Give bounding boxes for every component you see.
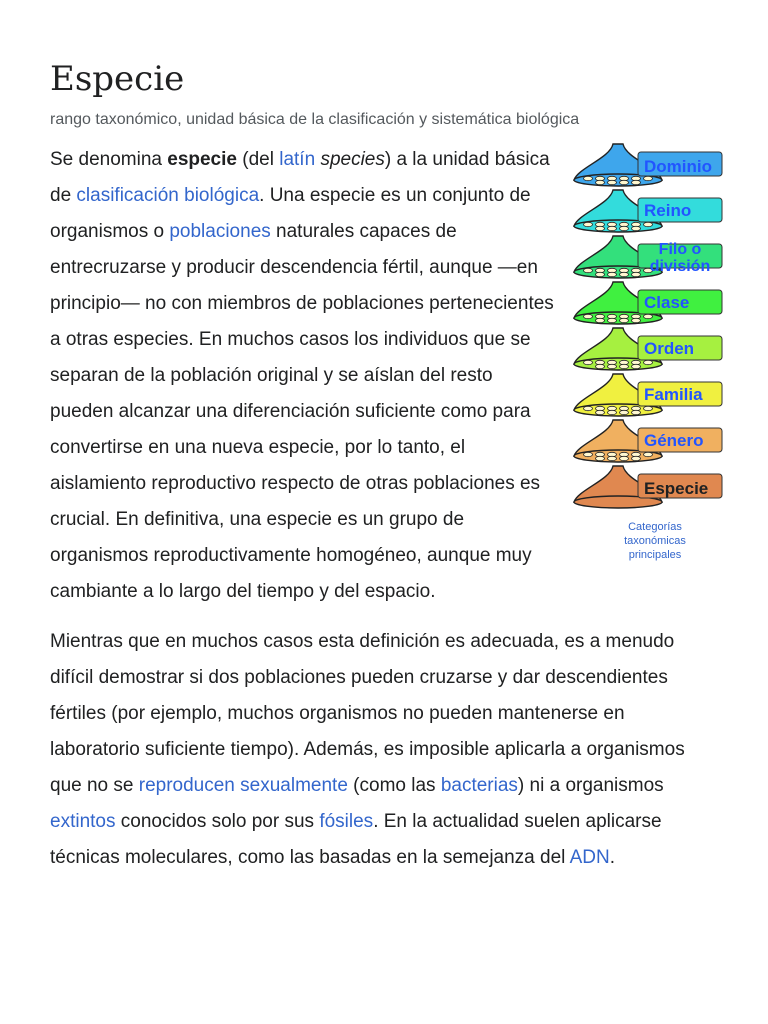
link-reproducen-sexualmente[interactable]: reproducen sexualmente (138, 775, 348, 796)
cell-dot (608, 226, 617, 230)
cell-dot (632, 318, 641, 322)
link-bacterias[interactable]: bacterias (440, 775, 518, 796)
cell-dot (608, 456, 617, 460)
rank-label-5: Orden (644, 339, 695, 358)
cell-dot (632, 410, 641, 414)
cell-dot (620, 456, 629, 460)
cell-dot (596, 180, 605, 184)
cell-dot (644, 360, 653, 364)
text: . En la actualidad suelen aplicarse técnicas moleculares, como las basadas en la semejanza del (50, 811, 662, 868)
cell-dot (584, 360, 593, 364)
term-species: species (320, 149, 385, 170)
cell-dot (620, 272, 629, 276)
paragraph-2 (50, 624, 718, 876)
cell-dot (644, 452, 653, 456)
text: . (609, 847, 616, 868)
cell-dot (584, 268, 593, 272)
text: . Una especie es un conjunto de organismos o (50, 185, 531, 242)
cell-dot (596, 318, 605, 322)
page-subtitle: rango taxonómico, unidad básica de la clasificación y sistemática biológica (50, 111, 580, 128)
text: ) ni a organismos (517, 775, 664, 796)
cell-dot (584, 452, 593, 456)
cell-dot (620, 364, 629, 368)
cell-dot (608, 410, 617, 414)
cell-dot (584, 222, 593, 226)
taxonomy-diagram[interactable] (570, 142, 738, 518)
cell-dot (632, 180, 641, 184)
link-latin[interactable]: latín (279, 149, 316, 170)
text: naturales capaces de entrecruzarse y producir descendencia fértil, aunque —en principio— no con miembros de poblaciones pertenecientes a otras especies. En muchos casos los individuos que se separan de la población original y se aíslan del resto pueden alcanzar una diferenciación suficiente como para convertirse en una nueva especie, por lo tanto, el aislamiento reproductivo respecto de otras poblaciones es crucial. En definitiva, una especie es un grupo de organismos reproductivamente homogéneo, aunque muy cambiante a lo largo del tiempo y del espacio. (50, 221, 554, 602)
cell-dot (596, 410, 605, 414)
cell-dot (584, 314, 593, 318)
cell-dot (596, 456, 605, 460)
figure-caption[interactable]: Categorías taxonómicas principales (624, 521, 686, 561)
cell-dot (608, 318, 617, 322)
article-content (50, 142, 718, 890)
taxonomy-figure[interactable] (570, 142, 738, 561)
cell-dot (608, 180, 617, 184)
link-poblaciones[interactable]: poblaciones (169, 221, 271, 242)
rank-label-3-line1: Filo o (658, 241, 702, 258)
text: ) a la unidad básica de (50, 149, 550, 206)
rank-label-2: Reino (644, 201, 692, 220)
text: Se denomina (50, 149, 168, 170)
page-title: Especie (50, 59, 185, 99)
cell-dot (620, 318, 629, 322)
cell-dot (620, 180, 629, 184)
cell-dot (584, 406, 593, 410)
cell-dot (620, 410, 629, 414)
rank-label-3-line2: división (649, 258, 711, 275)
link-extintos[interactable]: extintos (50, 811, 116, 832)
link-adn[interactable]: ADN (569, 847, 610, 868)
rank-label-6: Familia (644, 385, 703, 404)
text: Mientras que en muchos casos esta definición es adecuada, es a menudo difícil demostrar si dos poblaciones pueden cruzarse y dar descendientes fértiles (por ejemplo, muchos organismos no pueden mantenerse en laboratorio suficiente tiempo). Además, es imposible aplicarla a organismos que no se (50, 631, 685, 796)
cell-dot (620, 226, 629, 230)
cell-dot (644, 314, 653, 318)
rank-label-7: Género (644, 431, 704, 450)
cell-dot (596, 364, 605, 368)
cell-dot (596, 226, 605, 230)
text: conocidos solo por sus (115, 811, 320, 832)
cell-dot (632, 226, 641, 230)
cell-dot (608, 364, 617, 368)
text: (del (236, 149, 280, 170)
cell-dot (608, 272, 617, 276)
cell-dot (632, 364, 641, 368)
cell-dot (584, 176, 593, 180)
cell-dot (632, 456, 641, 460)
text: (como las (347, 775, 441, 796)
rank-label-8: Especie (644, 479, 709, 498)
link-fosiles[interactable]: fósiles (319, 811, 374, 832)
cell-dot (644, 406, 653, 410)
term-especie: especie (167, 149, 237, 170)
rank-label-1: Dominio (644, 157, 712, 176)
cell-dot (596, 272, 605, 276)
cell-dot (632, 272, 641, 276)
link-clasificacion-biologica[interactable]: clasificación biológica (76, 185, 260, 206)
cell-dot (644, 176, 653, 180)
cell-dot (644, 222, 653, 226)
rank-label-4: Clase (644, 293, 690, 312)
